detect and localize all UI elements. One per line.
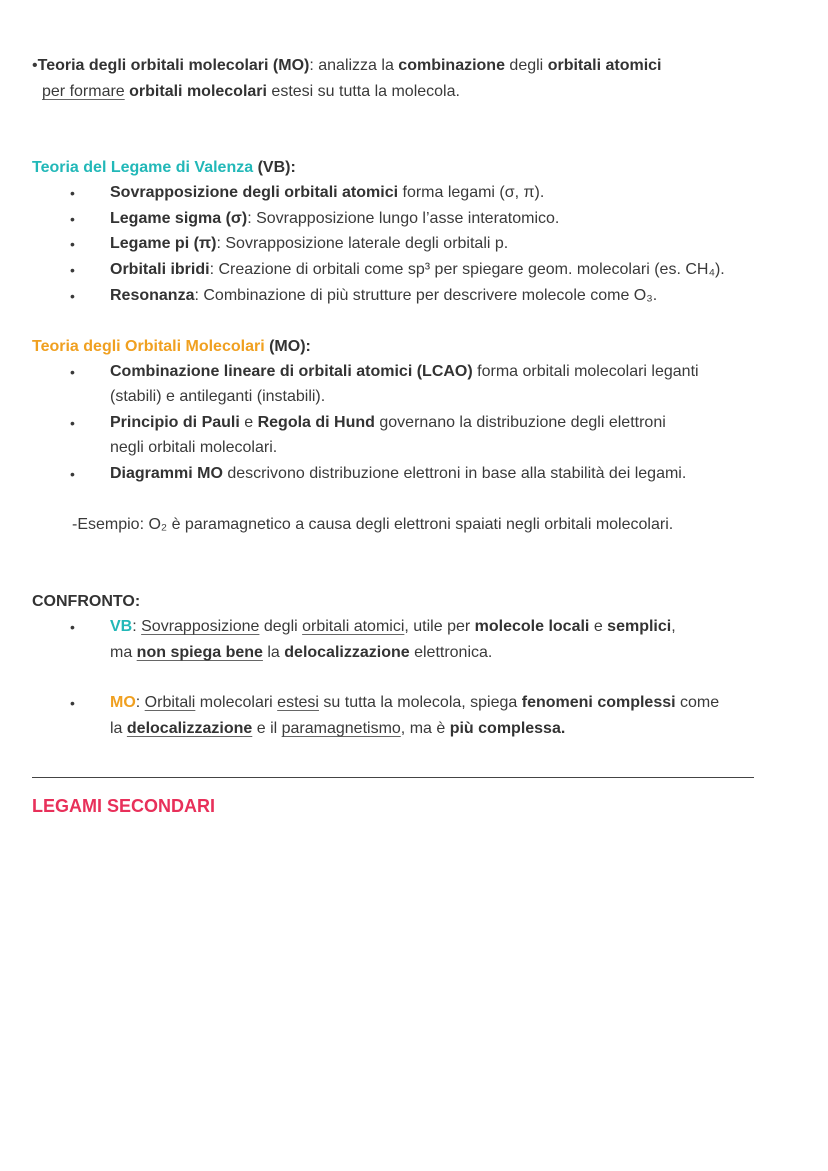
vb-item-4: Orbitali ibridi: Creazione di orbitali come sp³ per spiegare geom. molecolari (es. CH₄).: [110, 261, 725, 278]
intro-term: Teoria degli orbitali molecolari (MO): [37, 57, 310, 74]
mo-item-1-cont: (stabili) e antileganti (instabili).: [110, 388, 326, 405]
mo-item-3: Diagrammi MO descrivono distribuzione elettroni in base alla stabilità dei legami.: [110, 465, 687, 482]
list-bullet: •: [70, 288, 75, 304]
confronto-vb-line-1: VB: Sovrapposizione degli orbitali atomici, utile per molecole locali e semplici,: [110, 618, 676, 635]
list-bullet: •: [70, 236, 75, 252]
section-divider: [32, 777, 754, 778]
mo-item-2-cont: negli orbitali molecolari.: [110, 439, 278, 456]
vb-item-2: Legame sigma (σ): Sovrapposizione lungo l’asse interatomico.: [110, 210, 560, 227]
intro-line-2: per formare orbitali molecolari estesi su tutta la molecola.: [42, 83, 460, 100]
mo-item-2: Principio di Pauli e Regola di Hund governano la distribuzione degli elettroni: [110, 414, 666, 431]
vb-heading: Teoria del Legame di Valenza (VB):: [32, 159, 296, 176]
confronto-mo-line-1: MO: Orbitali molecolari estesi su tutta la molecola, spiega fenomeni complessi come: [110, 694, 720, 711]
secondari-heading: LEGAMI SECONDARI: [32, 796, 216, 816]
list-bullet: •: [70, 695, 75, 711]
intro-bullet: •: [32, 57, 38, 74]
confronto-heading: CONFRONTO:: [32, 593, 141, 610]
mo-example: -Esempio: O₂ è paramagnetico a causa degli elettroni spaiati negli orbitali molecolari.: [72, 516, 674, 533]
list-bullet: •: [70, 185, 75, 201]
confronto-vb-line-2: ma non spiega bene la delocalizzazione elettronica.: [110, 644, 493, 661]
vb-item-1: Sovrapposizione degli orbitali atomici forma legami (σ, π).: [110, 184, 545, 201]
intro-line-1: •Teoria degli orbitali molecolari (MO): analizza la combinazione degli orbitali atomici: [32, 57, 662, 74]
list-bullet: •: [70, 211, 75, 227]
list-bullet: •: [70, 262, 75, 278]
vb-item-3: Legame pi (π): Sovrapposizione laterale degli orbitali p.: [110, 235, 509, 252]
vb-item-5: Resonanza: Combinazione di più strutture per descrivere molecole come O₃.: [110, 287, 658, 304]
list-bullet: •: [70, 466, 75, 482]
mo-item-1: Combinazione lineare di orbitali atomici (LCAO) forma orbitali molecolari leganti: [110, 363, 699, 380]
list-bullet: •: [70, 364, 75, 380]
mo-heading: Teoria degli Orbitali Molecolari (MO):: [32, 338, 311, 355]
list-bullet: •: [70, 619, 75, 635]
confronto-mo-line-2: la delocalizzazione e il paramagnetismo, ma è più complessa.: [110, 720, 566, 737]
list-bullet: •: [70, 415, 75, 431]
